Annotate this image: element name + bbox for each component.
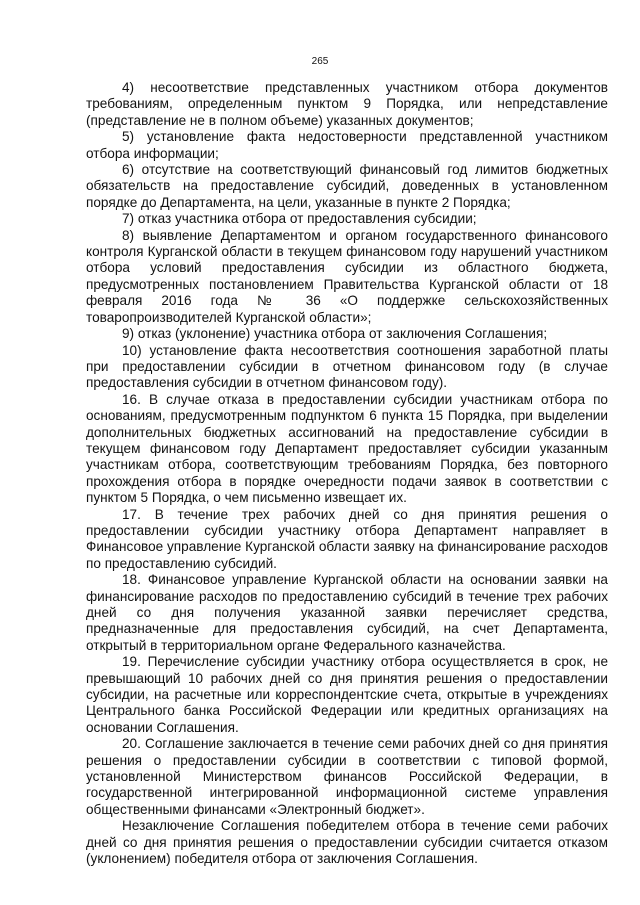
paragraph-item-7: 7) отказ участника отбора от предоставления субсидии; (122, 211, 477, 227)
paragraph-section-16: 16. В случае отказа в предоставлении субсидии участникам отбора по основаниям, предусмотренным подпунктом 6 пункта 15 Порядка, при выделении дополнительных бюджетных ассигнований на предоставление субсидии в текущем финансовом году Департамент предоставляет субсидии указанным участникам отбора, соответствующим требованиям Порядка, без повторного прохождения отбора в порядке очередности подачи заявок в соответствии с пунктом 5 Порядка, о чем письменно извещает их. (86, 391, 608, 506)
paragraph-section-19: 19. Перечисление субсидии участнику отбора осуществляется в срок, не превышающий 10 рабочих дней со дня принятия решения о предоставлении субсидии, на расчетные или корреспондентские счета, открытые в учреждениях Центрального банка Российской Федерации или кредитных организациях на основании Соглашения. (86, 654, 608, 735)
paragraph-item-4: 4) несоответствие представленных участником отбора документов требованиям, определенным пунктом 9 Порядка, или непредставление (представление не в полном объеме) указанных документов; (86, 80, 608, 128)
paragraph-non-conclusion: Незаключение Соглашения победителем отбора в течение семи рабочих дней со дня принятия решения о предоставлении субсидии считается отказом (уклонением) победителя отбора от заключения Соглашения. (86, 818, 608, 867)
paragraph-item-9: 9) отказ (уклонение) участника отбора от заключения Соглашения; (122, 326, 548, 342)
paragraph-item-10: 10) установление факта несоответствия соотношения заработной платы при предоставлении субсидии в отчетном финансовом году (в случае предоставления субсидии в отчетном финансовом году). (86, 342, 608, 391)
paragraph-item-8: 8) выявление Департаментом и органом государственного финансового контроля Курганской области в текущем финансовом году нарушений участником отбора условий предоставления субсидии из областного бюджета, предусмотренных постановлением Правительства Курганской области от 18 февраля 2016 года № 36 «О поддержке сельскохозяйственных товаропроизводителей Курганской области»; (86, 227, 608, 325)
page-number: 265 (311, 56, 329, 67)
paragraph-section-20: 20. Соглашение заключается в течение семи рабочих дней со дня принятия решения о предоставлении субсидии в соответствии с типовой формой, установленной Министерством финансов Российской Федерации, в государственной интегрированной информационной системе управления общественными финансами «Электронный бюджет». (86, 736, 608, 817)
paragraph-section-17: 17. В течение трех рабочих дней со дня принятия решения о предоставлении субсидии участнику отбора Департамент направляет в Финансовое управление Курганской области заявку на финансирование расходов по предоставлению субсидий. (86, 506, 608, 571)
document-body (86, 80, 608, 868)
paragraph-item-5: 5) установление факта недостоверности представленной участником отбора информации; (86, 129, 608, 161)
paragraph-section-18: 18. Финансовое управление Курганской области на основании заявки на финансирование расходов по предоставлению субсидий в течение трех рабочих дней со дня получения указанной заявки перечисляет средства, предназначенные для предоставления субсидий, на счет Департамента, открытый в территориальном органе Федерального казначейства. (86, 572, 608, 653)
paragraph-item-6: 6) отсутствие на соответствующий финансовый год лимитов бюджетных обязательств на предоставление субсидий, доведенных в установленном порядке до Департамента, на цели, указанные в пункте 2 Порядка; (86, 162, 608, 210)
